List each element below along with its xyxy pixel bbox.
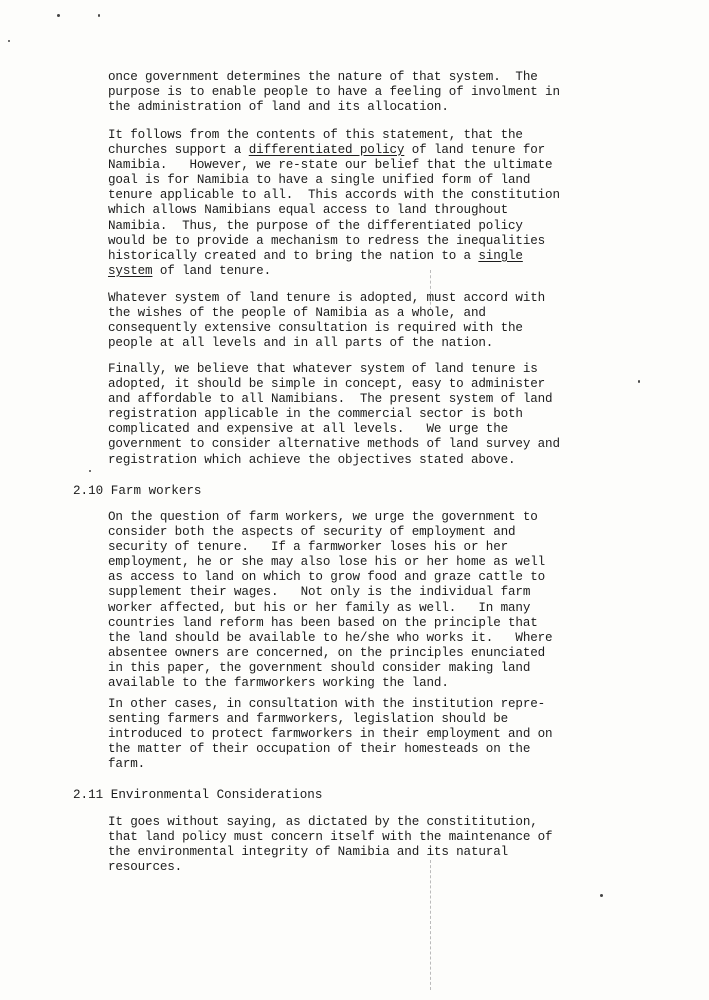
scan-speck [98,14,100,17]
paragraph-simplicity: Finally, we believe that whatever system of land tenure is adopted, it should be simple in concept, easy to administer and affordable to all Namibians. The present system of land registration applicable in the commercial sector is both complicated and expensive at all levels. We urge the government to consider alternative methods of land survey and registration which achieve the objectives stated above. [108,362,560,467]
paragraph-consultation: Whatever system of land tenure is adopted, must accord with the wishes of the people of Namibia as a whole, and consequently extensive consultation is required with the people at all levels and in all parts of the nation. [108,291,546,351]
section-title: Environmental Considerations [110,788,323,802]
paragraph-farm-workers: On the question of farm workers, we urge the government to consider both the aspects of security of employment and security of tenure. If a farmworker loses his or her employment, he or she may also lose his or her home as well as access to land on which to grow food and graze cattle to supplement their wages. Not only is the individual farm worker affected, but his or her family as well. In many countries land reform has been based on the principle that the land should be available to he/she who works it. Where absentee owners are concerned, on the principles enunciated in this paper, the government should consider making land available to the farmworkers working the land. [108,510,553,691]
section-number: 2.11 [73,788,104,802]
scan-speck [89,470,91,472]
underlined-word: single [478,248,523,263]
paragraph-differentiated-policy: It follows from the contents of this statement, that the churches support a differentiated policy of land tenure for Namibia. However, we re-state our belief that the ultimate goal is for Namibia to have a single unified form of land tenure applicable to all. This accords with the constitution which allows Namibians equal access to land throughout Namibia. Thus, the purpose of the differentiated policy would be to provide a mechanism to redress the inequalities historically created and to bring the nation to a single system of land tenure. [108,128,560,278]
section-heading-environmental [73,788,322,803]
scan-speck [57,14,60,17]
paragraph-legislation: In other cases, in consultation with the institution repre- senting farmers and farmworkers, legislation should be introduced to protect farmworkers in their employment and on the matter of their occupation of their homesteads on the farm. [108,697,553,772]
section-title: Farm workers [110,484,202,498]
underlined-word: system [108,263,153,278]
scan-speck [8,40,10,42]
scan-speck [600,894,603,897]
section-heading-farm-workers [73,484,202,499]
paragraph-continuation: once government determines the nature of that system. The purpose is to enable people to have a feeling of involment in the administration of land and its allocation. [108,70,560,115]
paragraph-environment: It goes without saying, as dictated by the constititution, that land policy must concern itself with the maintenance of the environmental integrity of Namibia and its natural resources. [108,815,553,875]
section-number: 2.10 [73,484,104,498]
scan-fold-line [430,860,431,990]
scan-speck [638,380,640,383]
underlined-phrase: differentiated policy [248,143,405,158]
